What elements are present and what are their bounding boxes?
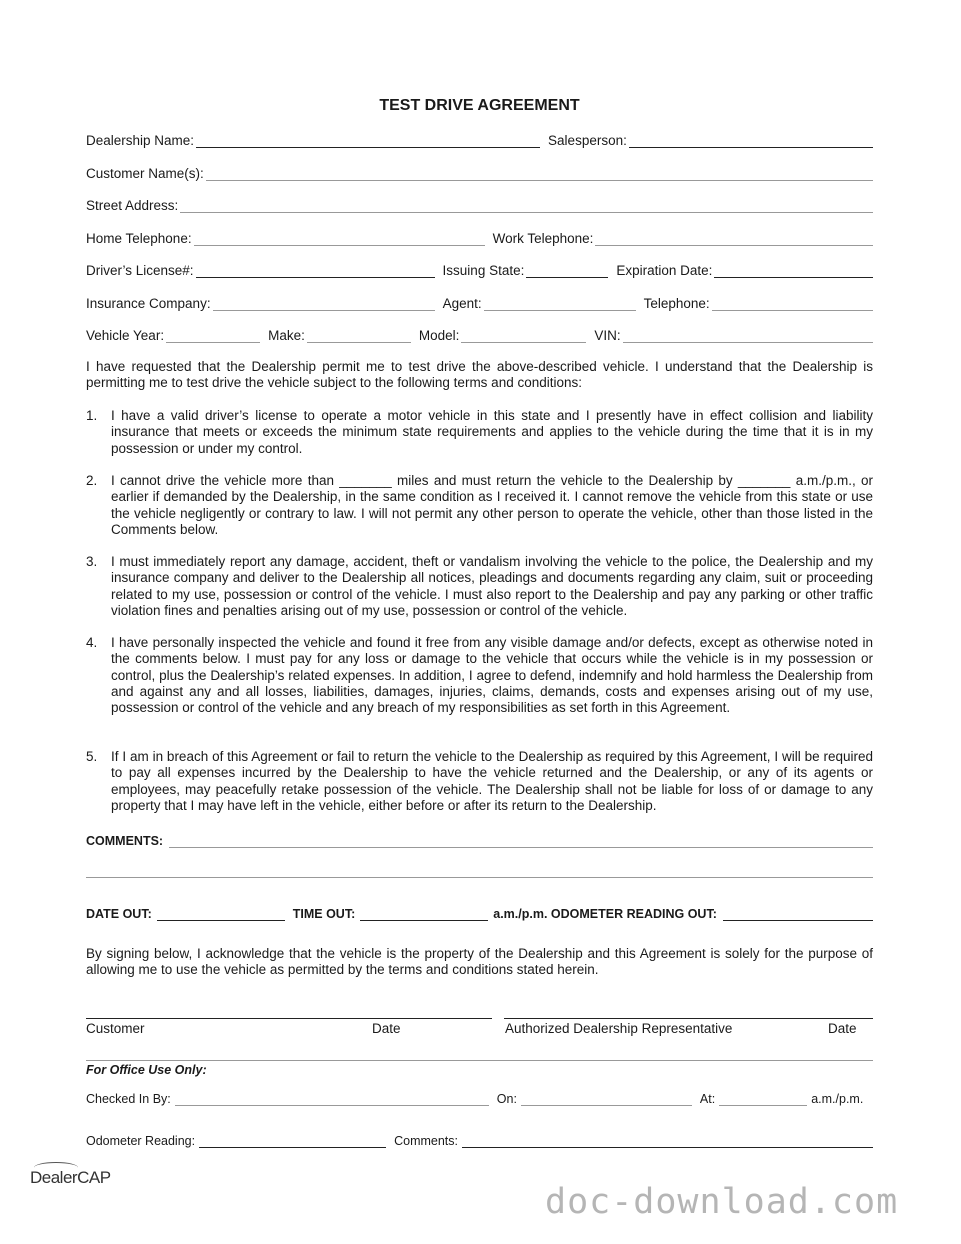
odometer-reading-label: Odometer Reading: bbox=[86, 1134, 196, 1148]
acknowledge-paragraph: By signing below, I acknowledge that the vehicle is the property of the Dealership and this Agreement is solely for the purpose of allowing me to use the vehicle as permitted by the terms and conditions stated herein. bbox=[86, 946, 873, 978]
drivers-license-field[interactable] bbox=[196, 263, 435, 278]
customer-names-field[interactable] bbox=[206, 166, 873, 181]
agent-label: Agent: bbox=[442, 296, 482, 311]
time-out-label: TIME OUT: bbox=[292, 907, 356, 921]
vehicle-year-field[interactable] bbox=[166, 328, 260, 343]
comments-label: COMMENTS: bbox=[86, 834, 164, 848]
agent-field[interactable] bbox=[484, 296, 636, 311]
office-use-heading: For Office Use Only: bbox=[86, 1063, 207, 1077]
insurance-company-field[interactable] bbox=[213, 296, 435, 311]
row-telephones bbox=[86, 228, 873, 246]
odometer-out-field[interactable] bbox=[723, 906, 873, 921]
office-divider bbox=[86, 1060, 873, 1061]
home-telephone-field[interactable] bbox=[194, 231, 485, 246]
issuing-state-label: Issuing State: bbox=[442, 263, 525, 278]
telephone-field[interactable] bbox=[712, 296, 873, 311]
model-label: Model: bbox=[418, 328, 460, 343]
issuing-state-field[interactable] bbox=[526, 263, 608, 278]
at-label: At: bbox=[699, 1092, 716, 1106]
insurance-company-label: Insurance Company: bbox=[86, 296, 211, 311]
comments-field[interactable] bbox=[169, 833, 873, 848]
term-text: I have a valid driver’s license to operate a motor vehicle in this state and I presently have in effect collision and liability insurance that meets or exceeds the minimum state requirements and applies to the vehicle during the time that it is in my possession or under my control. bbox=[111, 408, 873, 456]
customer-signature-label: Customer bbox=[86, 1021, 145, 1036]
customer-signature-line[interactable] bbox=[86, 1018, 492, 1019]
term-text: If I am in breach of this Agreement or fail to return the vehicle to the Dealership as required by this Agreement, I will be required to pay all expenses incurred by the Dealership to have the vehicle returned and the Dealership, or any of its agents or employees, may peacefully retake possession of the vehicle. The Dealership shall not be liable for loss of or damage to any property that I may have left in the vehicle, either before or after its return to the Dealership. bbox=[111, 749, 873, 813]
work-telephone-field[interactable] bbox=[595, 231, 873, 246]
office-comments-field[interactable] bbox=[462, 1133, 873, 1148]
rep-signature-label: Authorized Dealership Representative bbox=[505, 1021, 733, 1036]
street-address-field[interactable] bbox=[180, 198, 873, 213]
term-text: I have personally inspected the vehicle and found it free from any visible damage and/or defects, except as otherwise noted in the comments below. I must pay for any loss or damage to the vehicle that occurs while the vehicle is in my possession or control, plus the Dealership’s related expenses. In addition, I agree to defend, indemnify and hold harmless the Dealership from and against any and all losses, liabilities, damages, injuries, claims, demands, costs and expenses arising out of my use, possession or control of the vehicle and any breach of my responsibilities as set forth in this Agreement. bbox=[111, 635, 873, 716]
row-comments bbox=[86, 830, 873, 848]
expiration-date-field[interactable] bbox=[714, 263, 873, 278]
dealership-name-label: Dealership Name: bbox=[86, 133, 195, 148]
vin-field[interactable] bbox=[623, 328, 873, 343]
intro-paragraph: I have requested that the Dealership permit me to test drive the above-described vehicle. I understand that the Dealership is permitting me to test drive the vehicle subject to the following terms and conditions: bbox=[86, 359, 873, 391]
checked-in-by-label: Checked In By: bbox=[86, 1092, 171, 1106]
at-field[interactable] bbox=[719, 1091, 807, 1106]
term-number: 3. bbox=[86, 554, 98, 569]
row-checked-in bbox=[86, 1088, 873, 1106]
vin-label: VIN: bbox=[594, 328, 621, 343]
make-label: Make: bbox=[268, 328, 305, 343]
row-odometer bbox=[86, 1130, 873, 1148]
dealercap-logo bbox=[30, 1168, 111, 1188]
logo-swoosh-icon bbox=[34, 1162, 78, 1173]
term-text: I must immediately report any damage, accident, theft or vandalism involving the vehicle to the police, the Dealership and my insurance company and deliver to the Dealership all notices, pleadings and documents regarding any claim, suit or proceeding related to my use, possession or control of the vehicle. I must also report to the Dealership and pay any parking or other traffic violation fines and penalties arising out of my use, possession or control of the vehicle. bbox=[111, 554, 873, 618]
telephone-label: Telephone: bbox=[643, 296, 710, 311]
row-address bbox=[86, 195, 873, 213]
work-telephone-label: Work Telephone: bbox=[492, 231, 594, 246]
expiration-date-label: Expiration Date: bbox=[616, 263, 713, 278]
term-number: 1. bbox=[86, 408, 98, 423]
salesperson-field[interactable] bbox=[629, 133, 873, 148]
term-text: I cannot drive the vehicle more than _______ miles and must return the vehicle to the Dealership by _______ a.m./p.m., or earlier if demanded by the Dealership, in the same condition as I received it. I cannot remove the vehicle from this state or use the vehicle negligently or contrary to law. I will not permit any other person to operate the vehicle, other than those listed in the Comments below. bbox=[111, 473, 873, 537]
salesperson-label: Salesperson: bbox=[548, 133, 627, 148]
checked-in-by-field[interactable] bbox=[175, 1091, 489, 1106]
page-title: TEST DRIVE AGREEMENT bbox=[379, 97, 580, 114]
date-out-label: DATE OUT: bbox=[86, 907, 152, 921]
term-number: 4. bbox=[86, 635, 98, 650]
office-ampm-label: a.m./p.m. bbox=[811, 1092, 864, 1106]
time-out-field[interactable] bbox=[360, 906, 488, 921]
row-dealership bbox=[86, 130, 873, 148]
drivers-license-label: Driver’s License#: bbox=[86, 263, 194, 278]
make-field[interactable] bbox=[307, 328, 411, 343]
on-field[interactable] bbox=[521, 1091, 692, 1106]
term-number: 2. bbox=[86, 473, 98, 488]
customer-date-label: Date bbox=[372, 1021, 401, 1036]
odometer-reading-field[interactable] bbox=[199, 1133, 386, 1148]
vehicle-year-label: Vehicle Year: bbox=[86, 328, 165, 343]
home-telephone-label: Home Telephone: bbox=[86, 231, 192, 246]
rep-signature-line[interactable] bbox=[504, 1018, 873, 1019]
on-label: On: bbox=[496, 1092, 517, 1106]
rep-date-label: Date bbox=[828, 1021, 857, 1036]
comments-second-line[interactable] bbox=[86, 877, 873, 878]
row-insurance bbox=[86, 293, 873, 311]
date-out-field[interactable] bbox=[157, 906, 285, 921]
customer-names-label: Customer Name(s): bbox=[86, 166, 204, 181]
row-vehicle bbox=[86, 325, 873, 343]
office-comments-label: Comments: bbox=[394, 1134, 458, 1148]
row-customer bbox=[86, 163, 873, 181]
street-address-label: Street Address: bbox=[86, 198, 179, 213]
row-license bbox=[86, 260, 873, 278]
term-number: 5. bbox=[86, 749, 98, 764]
row-out bbox=[86, 903, 873, 921]
model-field[interactable] bbox=[461, 328, 586, 343]
logo-text: DealerCAP bbox=[30, 1168, 111, 1187]
dealership-name-field[interactable] bbox=[196, 133, 540, 148]
watermark: doc-download.com bbox=[545, 1182, 899, 1222]
odometer-out-label: a.m./p.m. ODOMETER READING OUT: bbox=[493, 907, 717, 921]
